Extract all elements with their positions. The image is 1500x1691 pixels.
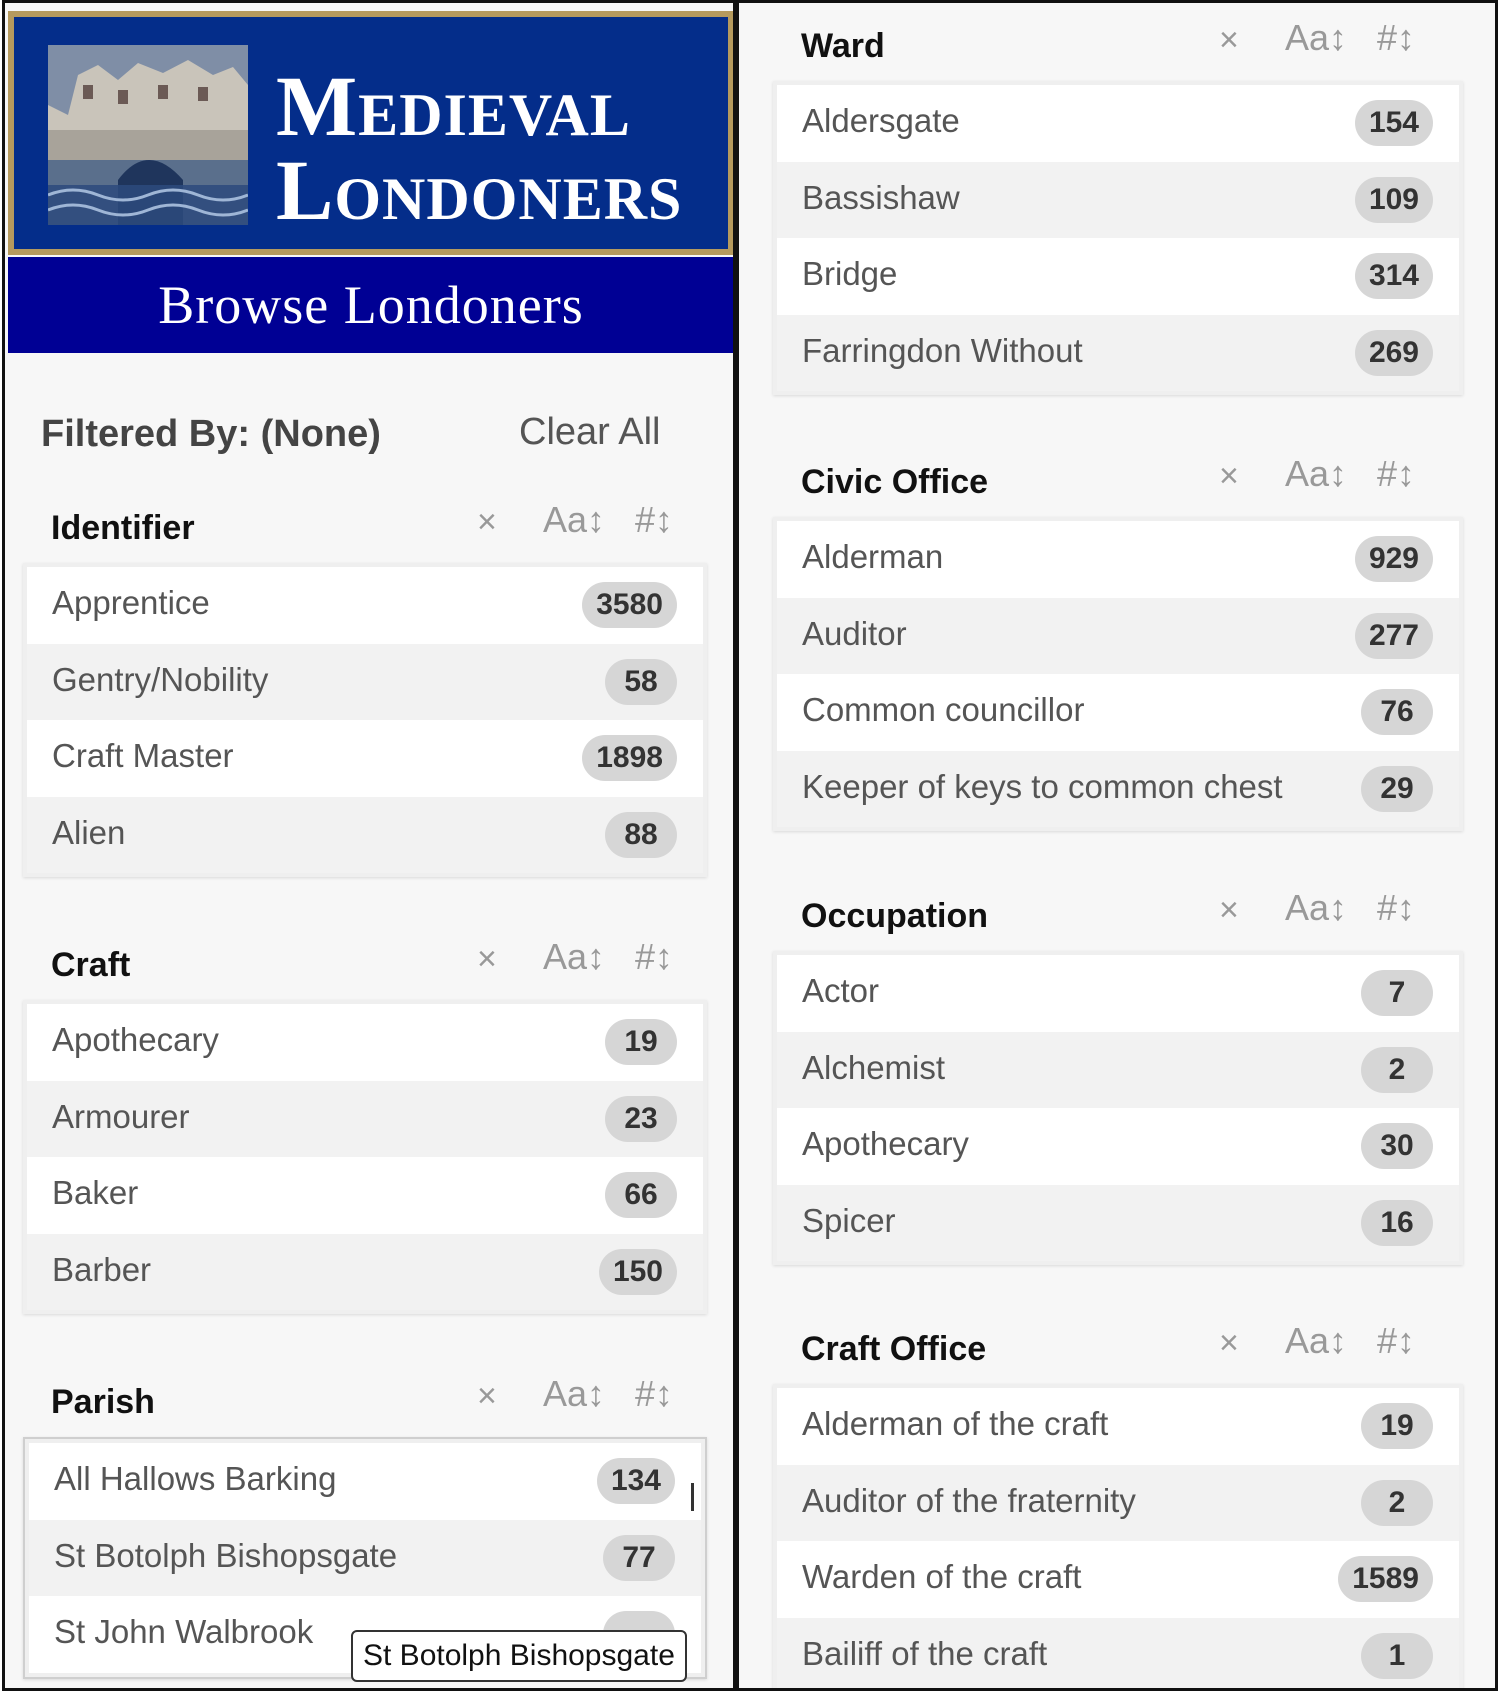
item-label: Apothecary (802, 1125, 969, 1162)
sort-count-icon[interactable]: #↕ (635, 1373, 674, 1414)
facet-item-warden-of-the-craft[interactable] (777, 1541, 1459, 1618)
item-label: Warden of the craft (802, 1558, 1082, 1595)
count-badge: 2 (1361, 1047, 1433, 1093)
facet-list (773, 1384, 1463, 1691)
facet-item-farringdon-without[interactable] (777, 315, 1459, 392)
count-badge: 929 (1355, 536, 1433, 582)
item-label: Apothecary (52, 1021, 219, 1058)
count-badge: 1589 (1338, 1556, 1433, 1602)
facet-list (23, 1000, 707, 1314)
sort-alphabetical-icon[interactable]: Aa↕ (1285, 453, 1348, 494)
item-label: St John Walbrook (54, 1613, 314, 1650)
count-badge: 154 (1355, 100, 1433, 146)
facet-item-bailiff-of-the-craft[interactable] (777, 1618, 1459, 1691)
item-label: Auditor of the fraternity (802, 1481, 1136, 1519)
facet-occupation (773, 881, 1463, 1265)
count-badge: 58 (605, 659, 677, 705)
count-badge: 88 (605, 812, 677, 858)
count-badge: 76 (1361, 689, 1433, 735)
item-label: Bassishaw (802, 178, 960, 216)
item-label: Bridge (802, 255, 898, 292)
left-panel (2, 0, 736, 1691)
item-label: Aldersgate (802, 102, 960, 139)
facet-item-baker[interactable] (27, 1157, 703, 1234)
facet-item-alderman[interactable] (777, 521, 1459, 598)
site-title-line1: Medieval (276, 58, 631, 154)
facet-header (773, 11, 1463, 81)
count-badge: 66 (605, 1172, 677, 1218)
count-badge: 77 (603, 1535, 675, 1581)
site-title-line2: Londoners (276, 142, 683, 238)
count-badge: 23 (605, 1096, 677, 1142)
count-badge: 1 (1361, 1633, 1433, 1679)
text-cursor (691, 1483, 694, 1511)
clear-facet-icon[interactable]: × (1219, 21, 1239, 59)
count-badge: 29 (1361, 766, 1433, 812)
item-label: Craft Master (52, 737, 234, 774)
facet-header (773, 447, 1463, 517)
facet-item-armourer[interactable] (27, 1081, 703, 1158)
facet-title: Identifier (51, 509, 195, 547)
count-badge: 2 (1361, 1480, 1433, 1526)
item-label: Alderman of the craft (802, 1405, 1109, 1442)
clear-facet-icon[interactable]: × (1219, 457, 1239, 495)
facet-list (773, 81, 1463, 395)
facet-item-auditor-of-the-fraternity[interactable] (777, 1465, 1459, 1542)
item-label: Barber (52, 1250, 152, 1288)
item-label: Common councillor (802, 691, 1085, 728)
tooltip: St Botolph Bishopsgate (351, 1630, 687, 1682)
london-bridge-painting (48, 45, 248, 225)
item-label: Alchemist (802, 1048, 946, 1086)
item-label: Auditor (802, 614, 907, 652)
facet-item-auditor[interactable] (777, 598, 1459, 675)
sort-count-icon[interactable]: #↕ (635, 499, 674, 540)
sort-count-icon[interactable]: #↕ (1377, 17, 1416, 58)
facet-header (23, 493, 707, 563)
facet-title: Occupation (801, 897, 989, 935)
facet-title: Ward (801, 27, 885, 65)
count-badge: 134 (597, 1458, 675, 1504)
count-badge: 109 (1355, 177, 1433, 223)
facet-list (773, 951, 1463, 1265)
item-label: St Botolph Bishopsgate (54, 1536, 398, 1574)
clear-facet-icon[interactable]: × (477, 940, 497, 978)
facet-identifier (23, 493, 707, 877)
clear-facet-icon[interactable]: × (477, 1377, 497, 1415)
facet-item-keeper-of-keys[interactable] (777, 751, 1459, 828)
site-header (8, 11, 734, 255)
sort-alphabetical-icon[interactable]: Aa↕ (543, 936, 606, 977)
item-label: Armourer (52, 1097, 190, 1135)
facet-item-all-hallows-barking[interactable] (29, 1443, 701, 1520)
sort-count-icon[interactable]: #↕ (1377, 1320, 1416, 1361)
clear-facet-icon[interactable]: × (477, 503, 497, 541)
facet-ward (773, 11, 1463, 395)
item-label: All Hallows Barking (54, 1460, 337, 1497)
count-badge: 150 (599, 1249, 677, 1295)
right-panel (736, 0, 1498, 1691)
facet-item-aldersgate[interactable] (777, 85, 1459, 162)
item-label: Apprentice (52, 584, 210, 621)
logo-image (48, 45, 248, 225)
clear-facet-icon[interactable]: × (1219, 1324, 1239, 1362)
facet-item-craft-master[interactable] (27, 720, 703, 797)
facet-title: Parish (51, 1383, 155, 1421)
browse-londoners-banner: Browse Londoners (8, 257, 734, 353)
facet-item-actor[interactable] (777, 955, 1459, 1032)
facet-item-st-botolph-bishopsgate[interactable] (29, 1520, 701, 1597)
count-badge: 269 (1355, 330, 1433, 376)
facet-title: Craft Office (801, 1330, 987, 1368)
facet-item-apprentice[interactable] (27, 567, 703, 644)
filter-status-row (41, 405, 701, 461)
count-badge: 19 (605, 1019, 677, 1065)
item-label: Alderman (802, 538, 944, 575)
item-label: Bailiff of the craft (802, 1634, 1048, 1672)
count-badge: 30 (1361, 1123, 1433, 1169)
facet-item-apothecary[interactable] (27, 1004, 703, 1081)
count-badge: 16 (1361, 1200, 1433, 1246)
clear-all-button[interactable]: Clear All (519, 411, 661, 453)
item-label: Gentry/Nobility (52, 660, 269, 698)
sort-alphabetical-icon[interactable]: Aa↕ (1285, 887, 1348, 928)
count-badge: 1898 (582, 735, 677, 781)
facet-craft-office (773, 1314, 1463, 1691)
item-label: Keeper of keys to common chest (802, 767, 1283, 805)
facet-item-common-councillor[interactable] (777, 674, 1459, 751)
count-badge: 19 (1361, 1403, 1433, 1449)
facet-item-spicer[interactable] (777, 1185, 1459, 1262)
facet-item-alien[interactable] (27, 797, 703, 874)
facet-header (23, 930, 707, 1000)
facet-item-gentry-nobility[interactable] (27, 644, 703, 721)
facet-item-bridge[interactable] (777, 238, 1459, 315)
sort-alphabetical-icon[interactable]: Aa↕ (543, 499, 606, 540)
sort-count-icon[interactable]: #↕ (1377, 453, 1416, 494)
facet-list (23, 563, 707, 877)
facet-item-bassishaw[interactable] (777, 162, 1459, 239)
sort-alphabetical-icon[interactable]: Aa↕ (1285, 1320, 1348, 1361)
sort-count-icon[interactable]: #↕ (635, 936, 674, 977)
filtered-by-label: Filtered By: (None) (41, 413, 381, 455)
facet-title: Craft (51, 946, 131, 984)
facet-list (773, 517, 1463, 831)
item-label: Spicer (802, 1201, 896, 1239)
facet-craft (23, 930, 707, 1314)
facet-civic-office (773, 447, 1463, 831)
facet-item-barber[interactable] (27, 1234, 703, 1311)
sort-alphabetical-icon[interactable]: Aa↕ (1285, 17, 1348, 58)
facet-header (23, 1367, 707, 1437)
facet-item-alchemist[interactable] (777, 1032, 1459, 1109)
facet-item-alderman-of-the-craft[interactable] (777, 1388, 1459, 1465)
sort-count-icon[interactable]: #↕ (1377, 887, 1416, 928)
sort-alphabetical-icon[interactable]: Aa↕ (543, 1373, 606, 1414)
count-badge: 277 (1355, 613, 1433, 659)
count-badge: 314 (1355, 253, 1433, 299)
count-badge: 3580 (582, 582, 677, 628)
item-label: Actor (802, 972, 880, 1009)
count-badge: 7 (1361, 970, 1433, 1016)
facet-title: Civic Office (801, 463, 989, 501)
facet-header (773, 881, 1463, 951)
item-label: Alien (52, 813, 126, 851)
facet-header (773, 1314, 1463, 1384)
item-label: Baker (52, 1174, 139, 1211)
clear-facet-icon[interactable]: × (1219, 891, 1239, 929)
item-label: Farringdon Without (802, 331, 1083, 369)
facet-item-apothecary[interactable] (777, 1108, 1459, 1185)
